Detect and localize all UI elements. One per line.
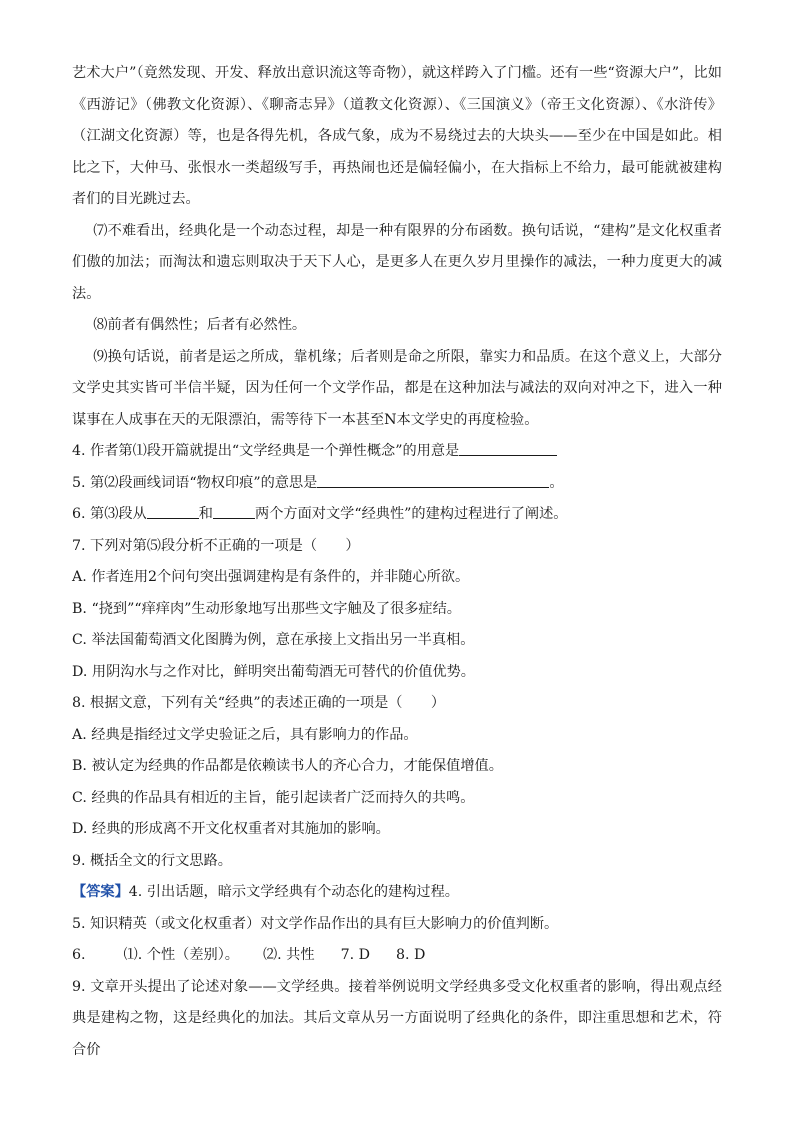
answer-4 [72, 877, 722, 909]
question-6 [72, 499, 722, 531]
answer-tag: 【答案】 [72, 884, 129, 900]
passage-paragraph-8: ⑻前者有偶然性；后者有必然性。 [93, 317, 307, 333]
option-b: B. 被认定为经典的作品都是依赖读书人的齐心合力，才能保值增值。 [72, 758, 503, 774]
question-9: 9. 概括全文的行文思路。 [72, 852, 232, 869]
answer-5: 5. 知识精英（或文化权重者）对文学作品作出的具有巨大影响力的价值判断。 [72, 915, 559, 932]
question-8: 8. 根据文意，下列有关“经典”的表述正确的一项是（ ） [72, 695, 446, 711]
question-4-text: 4. 作者第⑴段开篇就提出“文学经典是一个弹性概念”的用意是 [72, 443, 460, 459]
option-d: D. 经典的形成离不开文化权重者对其施加的影响。 [72, 821, 390, 837]
question-5-end: 。 [549, 474, 564, 491]
passage-paragraph-9: ⑼换句话说，前者是运之所成，靠机缘；后者则是命之所限，靠实力和品质。在这个意义上，大部分文学史其实皆可半信半疑，因为任何一个文学作品，都是在这种加法与减法的双向对冲之下，进入一种谋事在人成事在天的无限漂泊，需等待下一本甚至N本文学史的再度检验。 [72, 348, 722, 428]
question-5-text: 5. 第⑵段画线词语“物权印痕”的意思是 [72, 474, 318, 491]
passage-paragraph-7: ⑺不难看出，经典化是一个动态过程，却是一种有限界的分布函数。换句话说，“建构”是文化权重者们傲的加法；而淘汰和遗忘则取决于天下人心，是更多人在更久岁月里操作的减法，一种力度更大的减法。 [72, 222, 722, 302]
answer-blank[interactable] [317, 473, 549, 488]
question-6-and: 和 [198, 506, 213, 522]
question-7: 7. 下列对第⑸段分析不正确的一项是（ ） [72, 537, 360, 554]
question-4 [72, 436, 722, 468]
option-a: A. 作者连用2个问句突出强调建构是有条件的，并非随心所欲。 [72, 569, 470, 585]
answer-8: 8. D [395, 947, 426, 963]
option-c: C. 经典的作品具有相近的主旨，能引起读者广泛而持久的共鸣。 [72, 789, 475, 806]
answer-blank[interactable] [459, 441, 557, 456]
question-6-end: 两个方面对文学“经典性”的建构过程进行了阐述。 [255, 506, 568, 522]
answer-blank[interactable] [147, 504, 199, 519]
passage-paragraph: 艺术大户”（竟然发现、开发、释放出意识流这等奇物），就这样跨入了门槛。还有一些“资源大户”，比如《西游记》（佛教文化资源）、《聊斋志异》（道教文化资源）、《三国演义》（帝王文化资源）、《水浒传》（江湖文化资源）等，也是各得先机，各成气象，成为不易绕过去的大块头——至少在中国是如此。相比之下，大仲马、张恨水一类超级写手，再热闹也还是偏轻偏小，在大指标上不给力，最可能就被建构者们的目光跳过去。 [72, 65, 722, 207]
answer-9: 9. 文章开头提出了论述对象——文学经典。接着举例说明文学经典多受文化权重者的影响，得出观点经典是建构之物，这是经典化的加法。其后文章从另一方面说明了经典化的条件，即注重思想和艺术，符合价 [72, 978, 722, 1058]
option-c: C. 举法国葡萄酒文化图腾为例，意在承接上文指出另一半真相。 [72, 632, 475, 648]
option-d: D. 用阴沟水与之作对比，鲜明突出葡萄酒无可替代的价值优势。 [72, 663, 475, 680]
question-6-text: 6. 第⑶段从 [72, 506, 147, 522]
answer-7: 7. D [340, 947, 370, 963]
answer-6-part-2: ⑵. 共性 [262, 947, 315, 963]
document-page [72, 58, 722, 1066]
question-5 [72, 468, 722, 500]
option-a: A. 经典是指经过文学史验证之后，具有影响力的作品。 [72, 726, 418, 743]
answer-6-8 [72, 940, 722, 972]
option-b: B. “挠到”“痒痒肉”生动形象地写出那些文字触及了很多症结。 [72, 600, 461, 617]
answer-blank[interactable] [213, 504, 255, 519]
answer-6-number: 6. [72, 947, 86, 963]
answer-6-part-1: ⑴. 个性（差别）。 [123, 947, 239, 963]
answer-4-text: 4. 引出话题，暗示文学经典有个动态化的建构过程。 [128, 884, 459, 900]
